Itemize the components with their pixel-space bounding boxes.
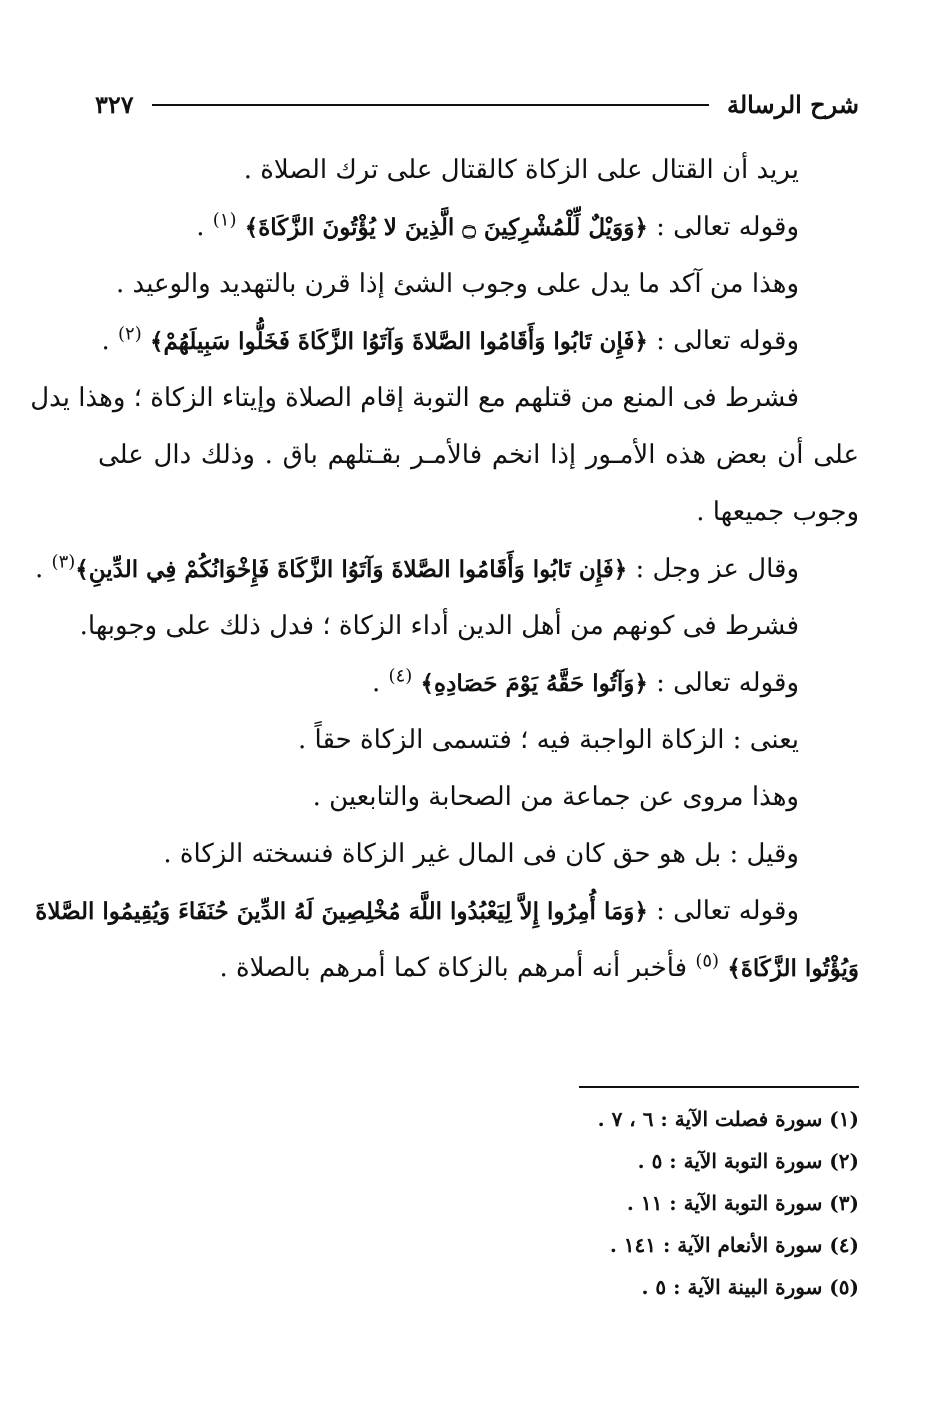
line-text: فأخبر أنه أمرهم بالزكاة كما أمرهم بالصلاة . [219, 953, 696, 983]
main-text [30, 142, 859, 997]
footnote-ref: (٤) [388, 665, 413, 687]
line-text: يعنى : الزكاة الواجبة فيه ؛ فتسمى الزكاة حقاً . [298, 725, 799, 755]
text-line [35, 541, 859, 598]
quran-verse: ﴿فَإِن تَابُوا وَأَقَامُوا الصَّلاةَ وَآتَوُا الزَّكَاةَ فَإِخْوَانُكُمْ فِي الدِّينِ﴾ [75, 556, 628, 583]
quran-verse: وَيُؤْتُوا الزَّكَاةَ﴾ [727, 955, 859, 982]
text-line [98, 256, 859, 313]
footnote-item: (٤) سورة الأنعام الآية : ١٤١ . [609, 1233, 859, 1257]
footnote-item: (٢) سورة التوبة الآية : ٥ . [637, 1149, 859, 1173]
running-header [95, 84, 859, 124]
quran-verse: ﴿فَإِن تَابُوا وَأَقَامُوا الصَّلاةَ وَآتَوُا الزَّكَاةَ فَخَلُّوا سَبِيلَهُمْ﴾ [150, 328, 648, 355]
quran-verse: ﴿وَوَيْلٌ لِّلْمُشْرِكِينَ ۝ الَّذِينَ لا يُؤْتُونَ الزَّكَاةَ﴾ [244, 214, 648, 241]
line-text: وقال عز وجل : [627, 554, 799, 584]
line-text: وقوله تعالى : [647, 326, 799, 356]
line-text: فشرط فى المنع من قتلهم مع التوبة إقام الصلاة وإيتاء الزكاة ؛ وهذا يدل [30, 383, 799, 413]
line-text: وقيل : بل هو حق كان فى المال غير الزكاة فنسخته الزكاة . [163, 839, 799, 869]
text-line [98, 142, 859, 199]
text-line [98, 940, 859, 997]
line-text: يريد أن القتال على الزكاة كالقتال على ترك الصلاة . [243, 155, 799, 185]
text-line [98, 484, 859, 541]
footnote-ref: (٢) [118, 323, 142, 345]
text-line [98, 427, 859, 484]
text-line [30, 370, 859, 427]
footnotes [300, 1098, 859, 1308]
quran-verse: ﴿وَآتُوا حَقَّهُ يَوْمَ حَصَادِهِ﴾ [420, 670, 648, 697]
line-text: فشرط فى كونهم من أهل الدين أداء الزكاة ؛ فدل ذلك على وجوبها. [79, 611, 799, 641]
footnote-item: (٥) سورة البينة الآية : ٥ . [641, 1275, 859, 1299]
line-text: وقوله تعالى : [647, 668, 799, 698]
line-text: وجوب جميعها . [696, 497, 859, 527]
footnote-item: (١) سورة فصلت الآية : ٦ ، ٧ . [597, 1107, 859, 1131]
line-text: وهذا مروى عن جماعة من الصحابة والتابعين . [312, 782, 799, 812]
text-line [35, 883, 859, 940]
line-end: . [35, 554, 52, 584]
line-end: . [196, 212, 213, 242]
book-title: شرح الرسالة [726, 89, 859, 119]
quran-verse: ﴿وَمَا أُمِرُوا إِلاَّ لِيَعْبُدُوا اللَّهَ مُخْلِصِينَ لَهُ الدِّينَ حُنَفَاءَ وَيُقِيمُوا الصَّلاةَ [35, 898, 648, 925]
text-line [98, 769, 859, 826]
line-end: . [372, 668, 389, 698]
line-text: وهذا من آكد ما يدل على وجوب الشئ إذا قرن بالتهديد والوعيد . [116, 269, 799, 299]
text-line [98, 313, 859, 370]
text-line [98, 826, 859, 883]
line-text: وقوله تعالى : [647, 212, 799, 242]
line-text: وقوله تعالى : [647, 896, 799, 926]
line-text: على أن بعض هذه الأمـور إذا انخم فالأمـر بقـتلهم باق . وذلك دال على [98, 440, 859, 470]
text-line [98, 655, 859, 712]
line-end: . [101, 326, 119, 356]
footnote-ref: (٣) [51, 551, 76, 573]
footnote-ref: (١) [212, 209, 237, 231]
header-rule [152, 104, 709, 106]
text-line [98, 712, 859, 769]
footnote-item: (٣) سورة التوبة الآية : ١١ . [626, 1191, 859, 1215]
text-line [79, 598, 859, 655]
footnote-ref: (٥) [695, 950, 720, 972]
footnote-separator [579, 1086, 859, 1088]
page-number: ٣٢٧ [95, 89, 134, 119]
text-line [98, 199, 859, 256]
